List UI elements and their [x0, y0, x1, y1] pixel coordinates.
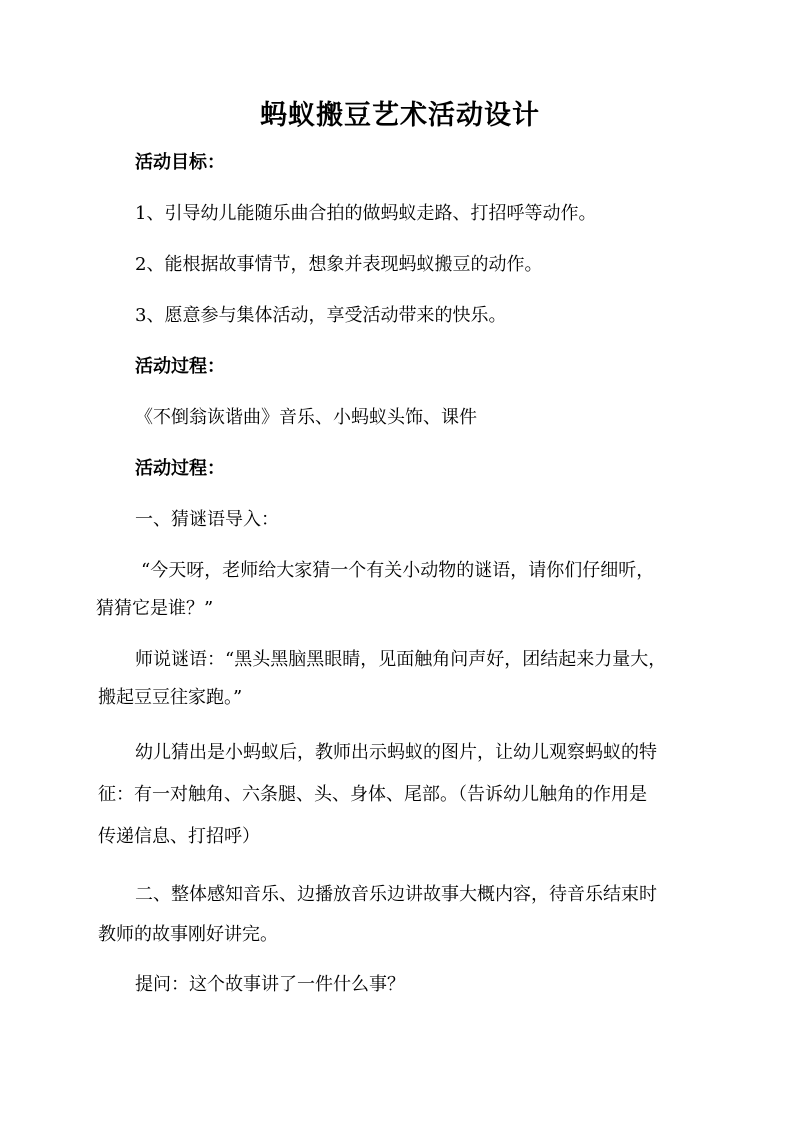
goal-item-3: 3、愿意参与集体活动，享受活动带来的快乐。 — [135, 305, 507, 326]
teacher-quote-line-2: 猜猜它是谁？” — [96, 598, 214, 619]
question-line: 提问：这个故事讲了一件什么事？ — [135, 974, 405, 995]
document-title: 蚂蚁搬豆艺术活动设计 — [260, 100, 540, 131]
preparation-heading: 活动过程： — [135, 356, 225, 377]
process-heading: 活动过程： — [135, 458, 225, 479]
step-1-heading: 一、猜谜语导入： — [135, 509, 279, 530]
observe-paragraph — [98, 736, 715, 854]
materials-list: 《不倒翁诙谐曲》音乐、小蚂蚁头饰、课件 — [135, 407, 477, 428]
riddle-paragraph — [98, 643, 715, 715]
step-2-paragraph — [98, 878, 715, 952]
riddle-line-2: 搬起豆豆往家跑。” — [98, 687, 243, 708]
teacher-quote-line-1: “今天呀，老师给大家猜一个有关小动物的谜语，请你们仔细听， — [141, 560, 655, 581]
goals-heading: 活动目标： — [135, 152, 225, 173]
step-2-line-1: 二、整体感知音乐、边播放音乐边讲故事大概内容，待音乐结束时 — [135, 884, 657, 905]
observe-line-3: 传递信息、打招呼） — [98, 826, 260, 847]
goal-item-2: 2、能根据故事情节，想象并表现蚂蚁搬豆的动作。 — [135, 254, 543, 275]
observe-line-1: 幼儿猜出是小蚂蚁后，教师出示蚂蚁的图片，让幼儿观察蚂蚁的特 — [135, 742, 657, 763]
riddle-line-1: 师说谜语：“黑头黑脑黑眼睛，见面触角问声好，团结起来力量大， — [135, 649, 667, 670]
goal-item-1: 1、引导幼儿能随乐曲合拍的做蚂蚁走路、打招呼等动作。 — [135, 203, 597, 224]
teacher-quote — [96, 554, 715, 626]
observe-line-2: 征：有一对触角、六条腿、头、身体、尾部。（告诉幼儿触角的作用是 — [98, 784, 647, 805]
step-2-line-2: 教师的故事刚好讲完。 — [98, 924, 278, 945]
